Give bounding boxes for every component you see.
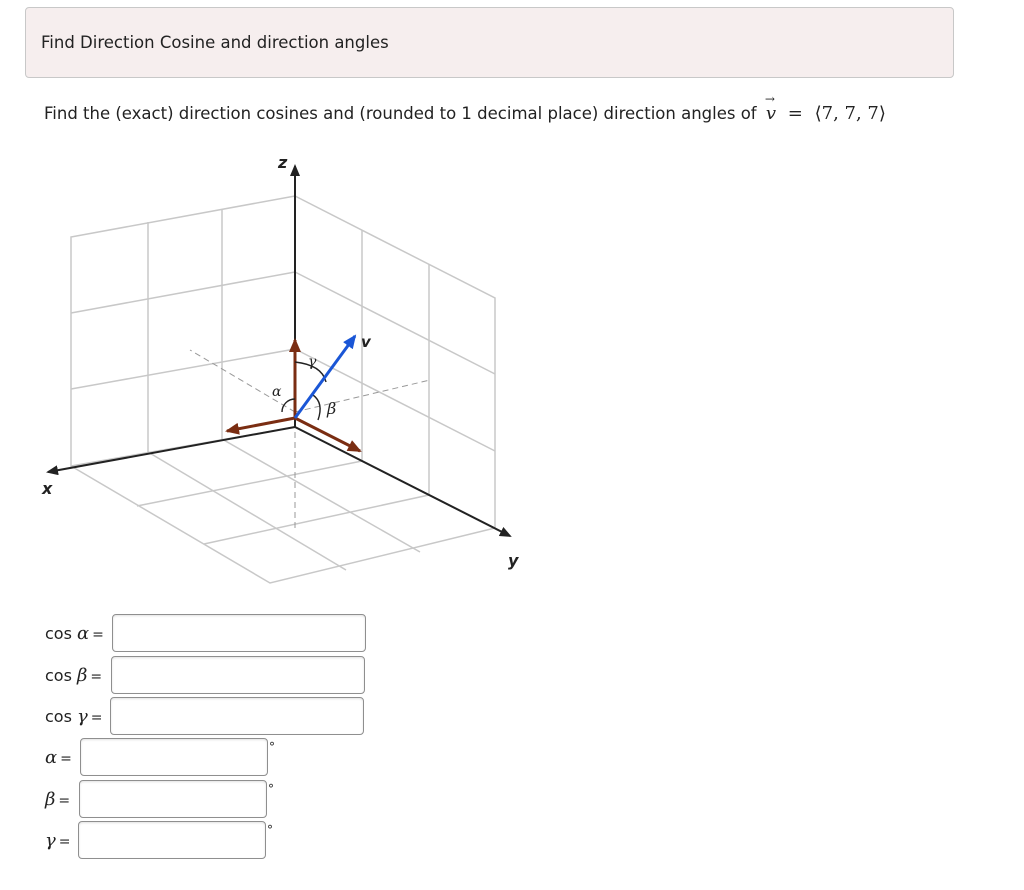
projection-line (190, 350, 295, 412)
y-axis-label: y (508, 551, 519, 570)
question-prompt: Find the (exact) direction cosines and (rounded to 1 decimal place) direction angles of (44, 104, 757, 123)
vector-v-arrow (295, 336, 355, 418)
cos-alpha-input[interactable] (112, 614, 366, 652)
floor-gridline (204, 495, 429, 544)
vector-v-label: v (361, 333, 371, 351)
floor-gridline (222, 439, 420, 552)
alpha-angle-label: α = (45, 747, 72, 768)
gamma-angle-input[interactable] (78, 821, 266, 859)
grid-lines (71, 196, 495, 583)
xy-floor (71, 466, 495, 583)
answer-row-beta (0, 780, 300, 820)
beta-angle-input[interactable] (79, 780, 267, 818)
answer-row-cos-alpha (0, 614, 400, 654)
equals-sign: = (787, 103, 803, 124)
problem-header (25, 7, 954, 78)
vector-expression (762, 92, 886, 124)
vector-value: ⟨7, 7, 7⟩ (814, 103, 886, 124)
beta-degree-symbol: ° (268, 782, 274, 796)
cos-beta-label: cos β = (45, 665, 103, 686)
alpha-angle-input[interactable] (80, 738, 268, 776)
cos-gamma-label: cos γ = (45, 706, 103, 727)
alpha-degree-symbol: ° (269, 740, 275, 754)
unit-arrow-y (295, 418, 360, 451)
y-axis (295, 427, 510, 536)
xz-wall-gridline (71, 349, 295, 389)
beta-arc (313, 395, 320, 420)
vector-symbol: → v (764, 92, 777, 124)
question-text (44, 92, 886, 124)
answer-row-cos-beta (0, 656, 400, 696)
alpha-arc (282, 399, 295, 412)
cos-alpha-label: cos α = (45, 623, 104, 644)
yz-wall-gridline (295, 349, 495, 451)
gamma-degree-symbol: ° (267, 823, 273, 837)
gamma-label: γ (308, 354, 317, 370)
cos-gamma-input[interactable] (110, 697, 364, 735)
answer-row-gamma (0, 821, 300, 861)
x-axis-label: x (42, 479, 53, 498)
cos-beta-input[interactable] (111, 656, 365, 694)
gamma-angle-label: γ = (45, 830, 71, 851)
answer-row-cos-gamma (0, 697, 400, 737)
answer-row-alpha (0, 738, 300, 778)
z-axis-label: z (278, 153, 288, 172)
problem-title: Find Direction Cosine and direction angles (41, 33, 389, 52)
xz-wall-gridline (71, 272, 295, 313)
beta-angle-label: β = (45, 789, 71, 810)
yz-wall-gridline (295, 272, 495, 374)
alpha-label: α (272, 384, 282, 400)
direction-angle-diagram (30, 150, 530, 590)
beta-label: β (327, 399, 337, 418)
